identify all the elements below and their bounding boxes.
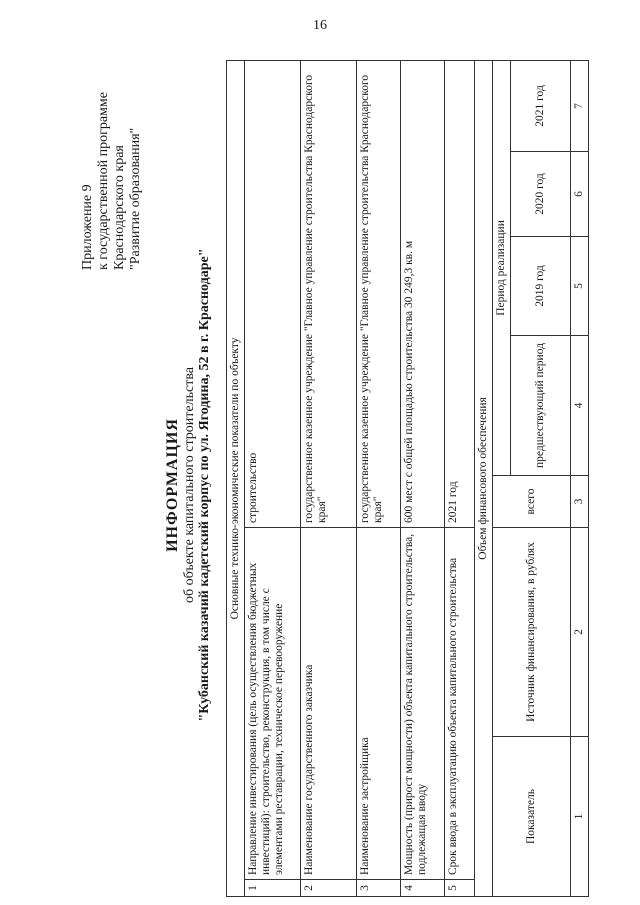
document-subtitle: об объекте капитального строительства bbox=[182, 367, 197, 603]
section-header: Основные технико-экономические показатели по объекту bbox=[227, 60, 245, 896]
year-2019-header: 2019 год bbox=[511, 237, 571, 336]
row-value: строительство bbox=[245, 60, 301, 527]
row-label: Срок ввода в эксплуатацию объекта капитального строительства bbox=[445, 528, 475, 880]
period-header: Период реализации bbox=[493, 60, 511, 475]
column-number: 6 bbox=[571, 152, 589, 237]
rotated-page bbox=[60, 45, 620, 905]
row-number: 5 bbox=[445, 880, 475, 897]
column-number: 4 bbox=[571, 336, 589, 476]
indicators-table bbox=[226, 60, 589, 897]
column-number: 3 bbox=[571, 476, 589, 528]
appendix-line: Краснодарского края bbox=[112, 145, 127, 270]
row-number: 3 bbox=[357, 880, 401, 897]
row-label: Наименование застройщика bbox=[357, 528, 401, 880]
appendix-line: "Развитие образования" bbox=[128, 127, 143, 270]
prev-period-header: предшествующий период bbox=[511, 336, 571, 476]
appendix-block bbox=[80, 50, 144, 270]
finance-header: Объем финансового обеспечения bbox=[475, 60, 493, 896]
column-number: 5 bbox=[571, 237, 589, 336]
page-number: 16 bbox=[313, 18, 327, 33]
year-2020-header: 2020 год bbox=[511, 152, 571, 237]
row-value: государственное казенное учреждение "Главное управление строительства Краснодарского края" bbox=[357, 60, 401, 527]
appendix-line: Приложение 9 bbox=[80, 184, 95, 270]
row-value: 600 мест с общей площадью строительства 30 249,3 кв. м bbox=[401, 60, 445, 527]
source-header: Источник финансирования, в рублях bbox=[493, 528, 571, 737]
column-number: 7 bbox=[571, 60, 589, 151]
row-number: 2 bbox=[301, 880, 357, 897]
indicator-header: Показатель bbox=[493, 737, 571, 897]
row-value: 2021 год bbox=[445, 60, 475, 527]
appendix-line: к государственной программе bbox=[96, 92, 111, 270]
year-2021-header: 2021 год bbox=[511, 60, 571, 151]
document-title: ИНФОРМАЦИЯ bbox=[164, 418, 181, 552]
row-number: 4 bbox=[401, 880, 445, 897]
column-number: 1 bbox=[571, 737, 589, 897]
row-number: 1 bbox=[245, 880, 301, 897]
row-label: Мощность (прирост мощности) объекта капитального строительства, подлежащая вводу bbox=[401, 528, 445, 880]
row-label: Направление инвестирования (цель осуществления бюджетных инвестиций): строительство, реконструкция, в том числе с элементами реставрации, техническое перевооружение bbox=[245, 528, 301, 880]
row-value: государственное казенное учреждение "Главное управление строительства Краснодарского края" bbox=[301, 60, 357, 527]
column-number: 2 bbox=[571, 528, 589, 737]
total-header: всего bbox=[493, 476, 571, 528]
object-name: "Кубанский казачий кадетский корпус по ул. Ягодина, 52 в г. Краснодаре" bbox=[197, 248, 212, 722]
document-heading bbox=[164, 105, 213, 865]
row-label: Наименование государственного заказчика bbox=[301, 528, 357, 880]
